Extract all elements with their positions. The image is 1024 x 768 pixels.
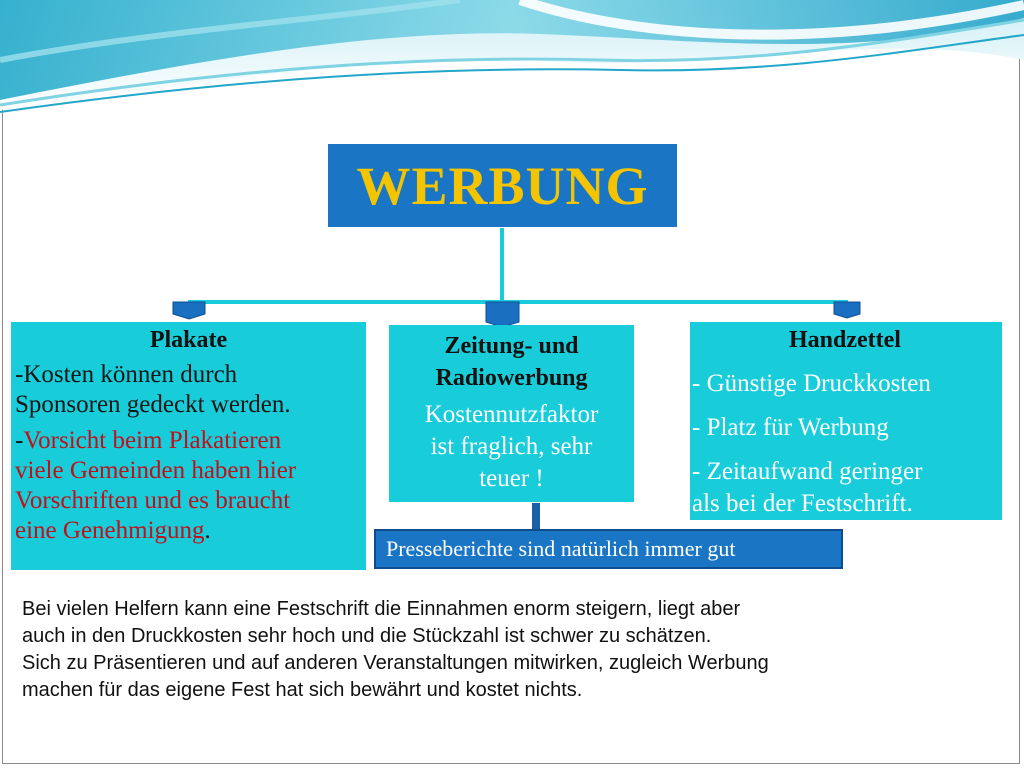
plakate-line-1: -Kosten können durch (15, 361, 238, 388)
bottom-line-4: machen für das eigene Fest hat sich bewährt und kostet nichts. (22, 679, 583, 701)
press-box (374, 529, 843, 569)
werbung-title-box (328, 144, 677, 227)
plakate-warning-line-4 (15, 516, 362, 546)
bottom-line-2: auch in den Druckkosten sehr hoch und die Stückzahl ist schwer zu schätzen. (22, 625, 712, 647)
plakate-warning-line-1 (15, 426, 362, 456)
handzettel-box (690, 322, 1002, 520)
warning-dash: - (15, 427, 24, 454)
handzettel-item-1: - Günstige Druckkosten (692, 370, 931, 397)
warning-text-1: Vorsicht beim Plakatieren (23, 427, 282, 454)
bottom-line-1: Bei vielen Helfern kann eine Festschrift die Einnahmen enorm steigern, liegt aber (22, 598, 741, 620)
plakate-warning-line-3: Vorschriften und es braucht (15, 487, 291, 514)
press-text: Presseberichte sind natürlich immer gut (386, 536, 736, 561)
wave-header-decoration (0, 0, 1024, 120)
zeitung-heading-1: Zeitung- und (444, 333, 579, 359)
zeitung-box (389, 325, 634, 502)
handzettel-heading: Handzettel (789, 327, 901, 353)
bottom-paragraph (22, 596, 982, 704)
handzettel-item-3b: als bei der Festschrift. (692, 490, 913, 517)
werbung-title: WERBUNG (356, 155, 649, 216)
warning-text-4: eine Genehmigung (15, 517, 205, 544)
plakate-line-2: Sponsoren gedeckt werden. (15, 391, 291, 418)
plakate-warning-line-2: viele Gemeinden haben hier (15, 457, 297, 484)
zeitung-body-2: ist fraglich, sehr (430, 433, 593, 460)
zeitung-heading-2: Radiowerbung (435, 365, 588, 391)
plakate-box (11, 322, 366, 570)
handzettel-item-3a: - Zeitaufwand geringer (692, 458, 923, 485)
zeitung-body-1: Kostennutzfaktor (424, 401, 599, 428)
plakate-heading: Plakate (149, 327, 228, 353)
warning-period: . (204, 517, 211, 544)
zeitung-body-3: teuer ! (479, 465, 544, 492)
handzettel-item-2: - Platz für Werbung (692, 414, 889, 441)
bottom-line-3: Sich zu Präsentieren und auf anderen Veranstaltungen mitwirken, zugleich Werbung (22, 652, 769, 674)
